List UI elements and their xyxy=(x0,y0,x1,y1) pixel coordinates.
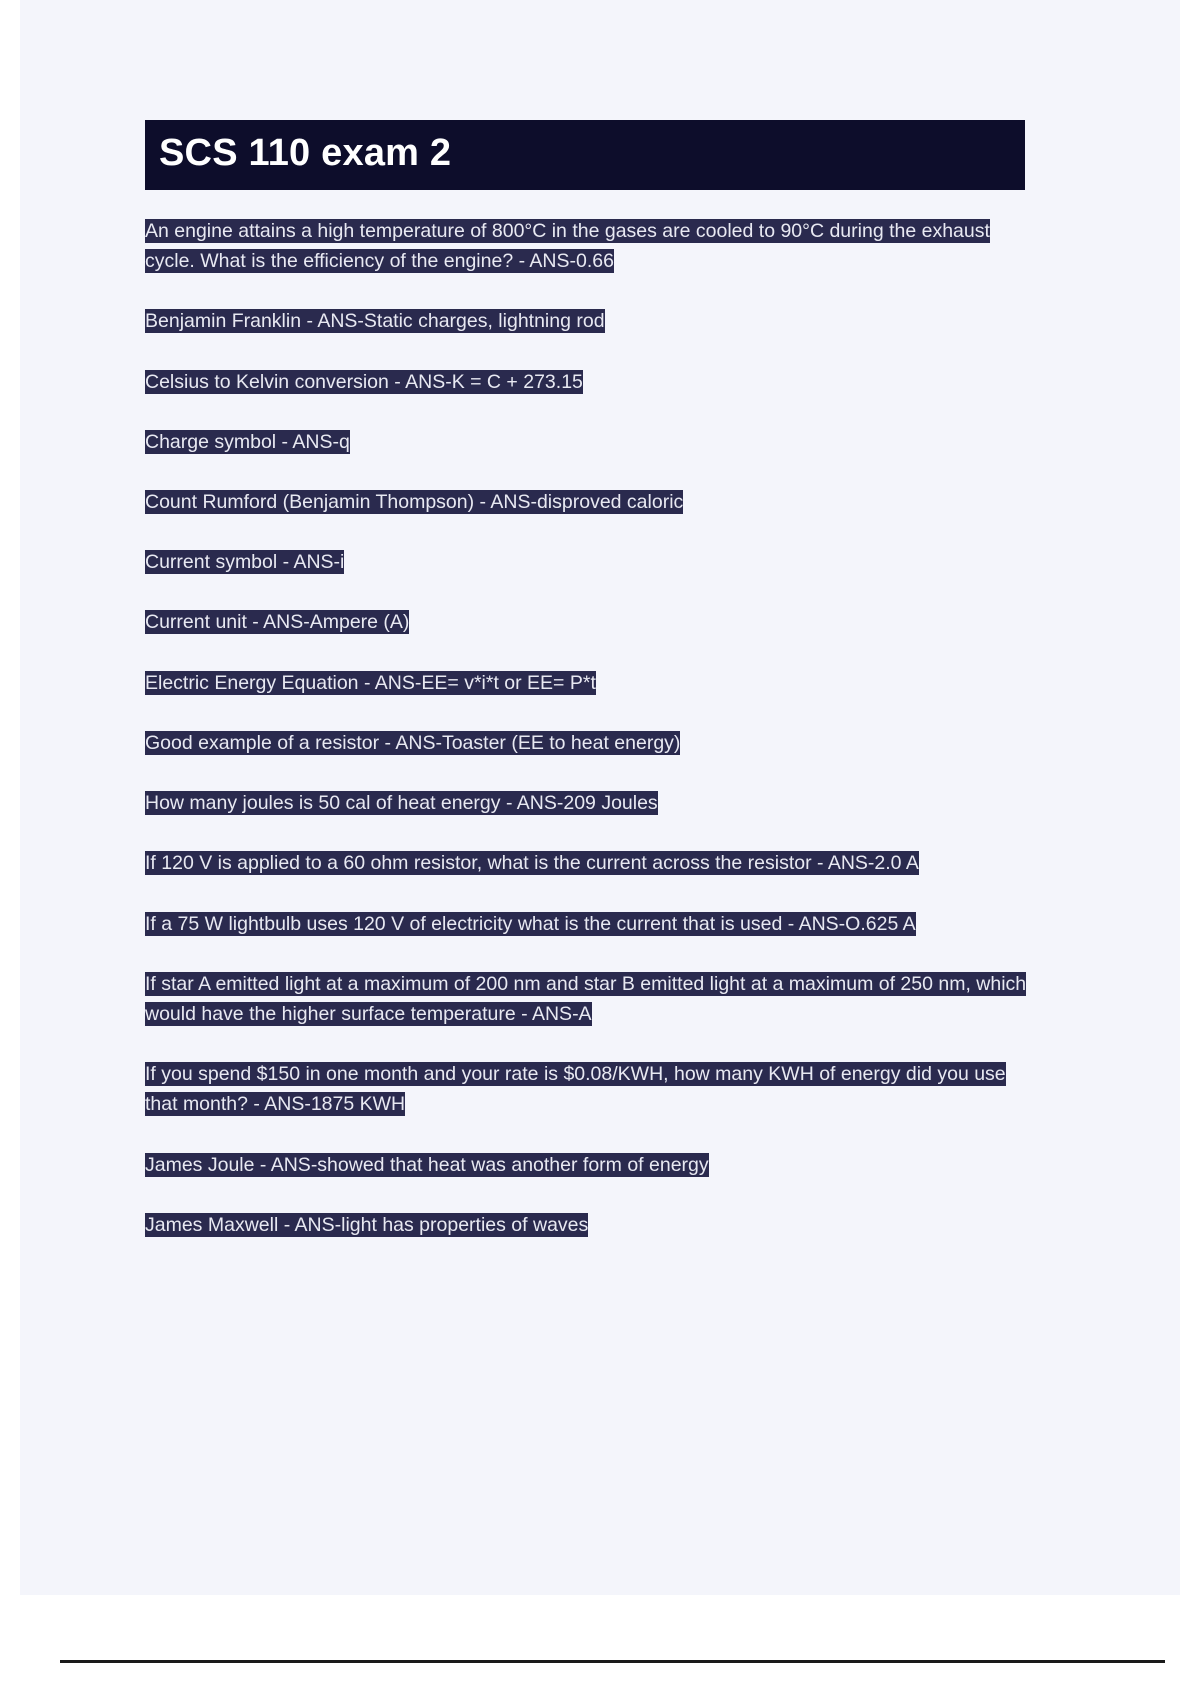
list-item xyxy=(145,306,1035,336)
document-page xyxy=(20,0,1180,1595)
list-item xyxy=(145,547,1035,577)
list-item xyxy=(145,427,1035,457)
qa-text: How many joules is 50 cal of heat energy - ANS-209 Joules xyxy=(145,792,658,815)
qa-text: If star A emitted light at a maximum of 200 nm and star B emitted light at a maximum of 250 nm, which would have the higher surface temperature - ANS-A xyxy=(145,972,1027,1025)
qa-text: Benjamin Franklin - ANS-Static charges, lightning rod xyxy=(145,310,605,333)
qa-text: If you spend $150 in one month and your rate is $0.08/KWH, how many KWH of energy did you use that month? - ANS-1875 KWH xyxy=(145,1063,1006,1116)
list-item xyxy=(145,216,1035,276)
qa-text: If a 75 W lightbulb uses 120 V of electricity what is the current that is used - ANS-O.625 A xyxy=(145,912,916,935)
list-item xyxy=(145,728,1035,758)
list-item xyxy=(145,909,1035,939)
qa-text: Celsius to Kelvin conversion - ANS-K = C + 273.15 xyxy=(145,370,583,393)
qa-text: Count Rumford (Benjamin Thompson) - ANS-disproved caloric xyxy=(145,490,684,513)
list-item xyxy=(145,1150,1035,1180)
qa-text: Electric Energy Equation - ANS-EE= v*i*t or EE= P*t xyxy=(145,671,596,694)
page-title: SCS 110 exam 2 xyxy=(159,132,452,174)
list-item xyxy=(145,487,1035,517)
qa-text: An engine attains a high temperature of 800°C in the gases are cooled to 90°C during the exhaust cycle. What is the efficiency of the engine? - ANS-0.66 xyxy=(145,219,990,273)
qa-text: If 120 V is applied to a 60 ohm resistor, what is the current across the resistor - ANS-2.0 A xyxy=(145,852,919,875)
list-item xyxy=(145,848,1035,878)
list-item xyxy=(145,969,1035,1029)
qa-text: Charge symbol - ANS-q xyxy=(145,430,350,453)
document-title-bar xyxy=(145,120,1025,190)
list-item xyxy=(145,668,1035,698)
page-content xyxy=(145,120,1035,1270)
list-item xyxy=(145,1059,1035,1119)
qa-text: James Joule - ANS-showed that heat was another form of energy xyxy=(145,1153,709,1176)
list-item xyxy=(145,607,1035,637)
qa-text: Good example of a resistor - ANS-Toaster (EE to heat energy) xyxy=(145,731,681,754)
list-item xyxy=(145,1210,1035,1240)
qa-text: Current symbol - ANS-i xyxy=(145,551,345,574)
footer-divider xyxy=(60,1660,1165,1663)
list-item xyxy=(145,367,1035,397)
qa-text: James Maxwell - ANS-light has properties of waves xyxy=(145,1213,589,1236)
qa-text: Current unit - ANS-Ampere (A) xyxy=(145,611,410,634)
qa-list xyxy=(145,216,1035,1240)
list-item xyxy=(145,788,1035,818)
